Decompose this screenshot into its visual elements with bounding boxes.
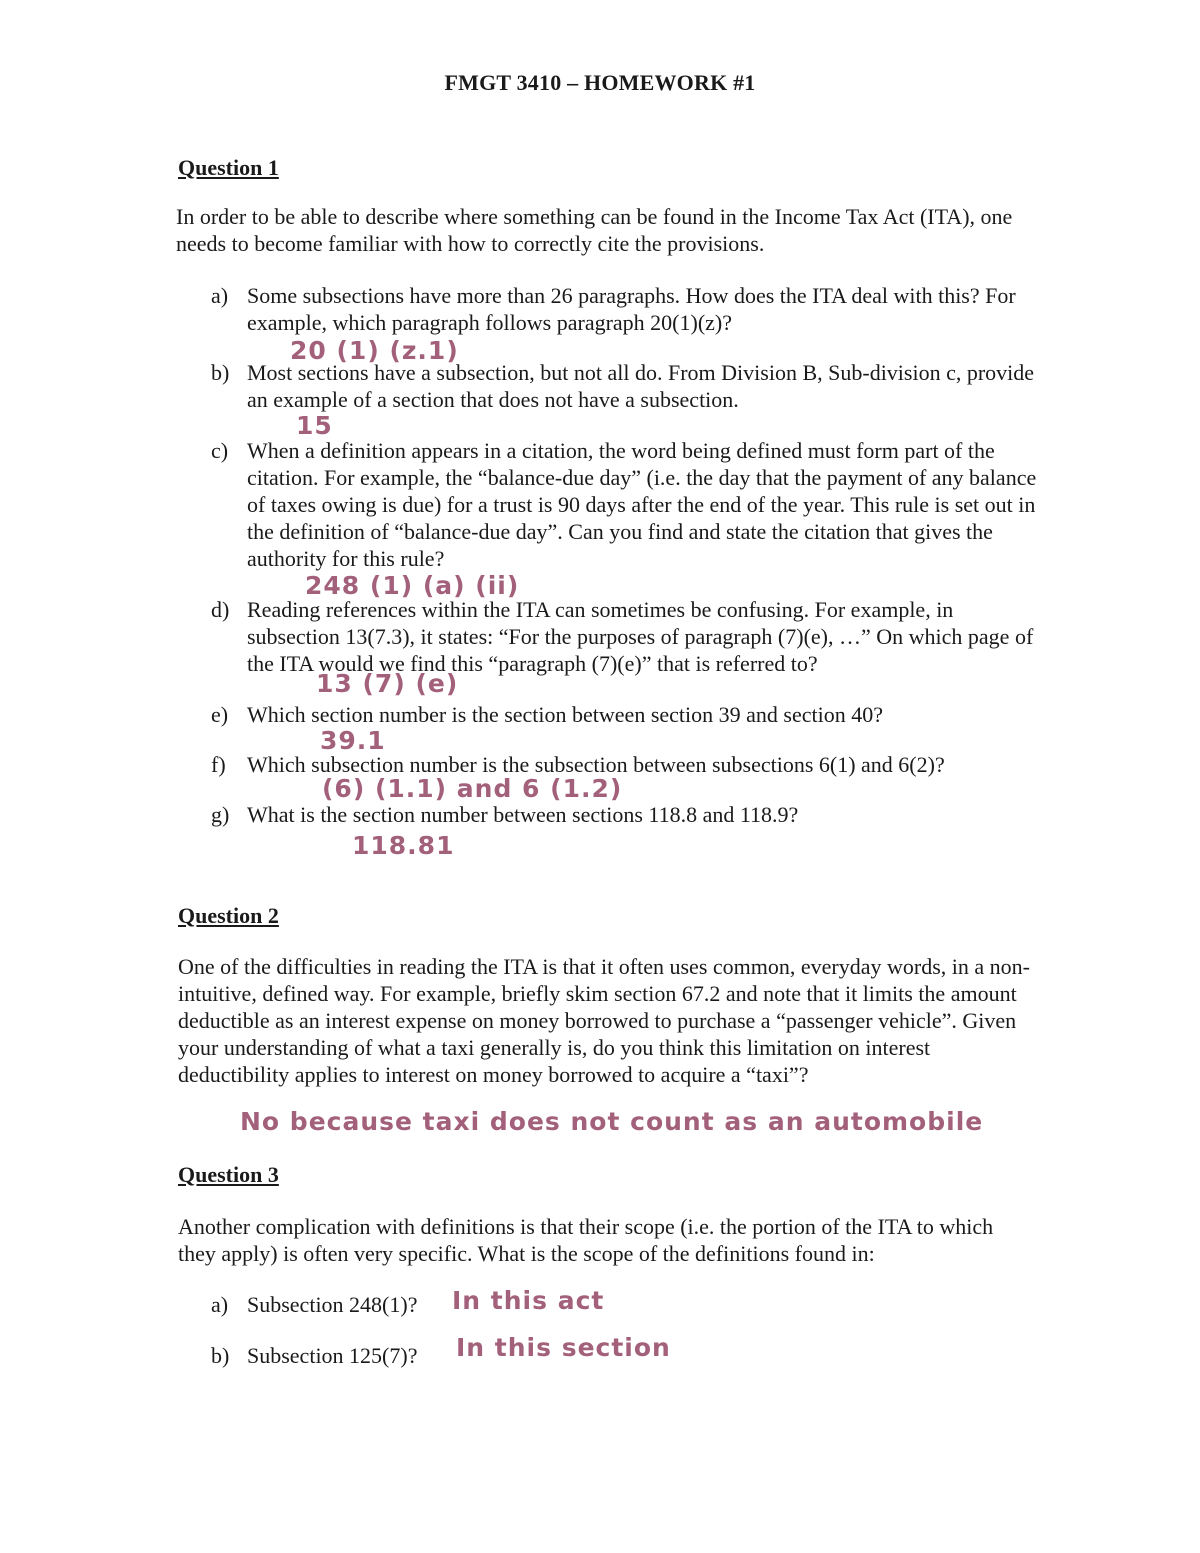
document-title: FMGT 3410 – HOMEWORK #1: [444, 70, 756, 95]
q1-item-f-handwritten-answer: (6) (1.1) and 6 (1.2): [322, 774, 623, 803]
question-1-intro: In order to be able to describe where something can be found in the Income Tax Act (ITA), one needs to become familiar with how to correctly cite the provisions.: [176, 204, 1013, 256]
q1-item-g-handwritten-answer: 118.81: [352, 831, 455, 860]
q1-item-g-letter: g): [211, 802, 230, 827]
q3-item-b-text: Subsection 125(7)?: [247, 1343, 418, 1368]
q1-item-d-letter: d): [211, 597, 230, 622]
question-2-heading: Question 2: [178, 903, 279, 928]
q3-item-a-text: Subsection 248(1)?: [247, 1292, 418, 1317]
q1-item-c-letter: c): [211, 438, 229, 463]
q1-item-a-letter: a): [211, 283, 229, 308]
q1-item-b-text: Most sections have a subsection, but not all do. From Division B, Sub-division c, provide an example of a section that does not have a subsection.: [247, 360, 1035, 412]
q3-item-a-letter: a): [211, 1292, 229, 1317]
q1-item-f-text: Which subsection number is the subsection between subsections 6(1) and 6(2)?: [247, 752, 945, 777]
q1-item-c-handwritten-answer: 248 (1) (a) (ii): [305, 571, 520, 600]
question-3-text: Another complication with definitions is that their scope (i.e. the portion of the ITA to which they apply) is often very specific. What is the scope of the definitions found in:: [178, 1214, 994, 1266]
q1-item-a-handwritten-answer: 20 (1) (z.1): [290, 336, 459, 365]
q1-item-e-handwritten-answer: 39.1: [320, 726, 386, 755]
q1-item-a-text: Some subsections have more than 26 paragraphs. How does the ITA deal with this? For example, which paragraph follows paragraph 20(1)(z)?: [247, 283, 1016, 335]
q3-item-a-handwritten-answer: In this act: [452, 1286, 605, 1315]
q1-item-e-letter: e): [211, 702, 229, 727]
question-2-handwritten-answer: No because taxi does not count as an automobile: [240, 1107, 984, 1136]
q3-item-b-handwritten-answer: In this section: [456, 1333, 671, 1362]
q1-item-b-handwritten-answer: 15: [296, 411, 333, 440]
q1-item-g-text: What is the section number between sections 118.8 and 118.9?: [247, 802, 799, 827]
q1-item-f-letter: f): [211, 752, 226, 777]
question-2-text: One of the difficulties in reading the ITA is that it often uses common, everyday words, in a non-intuitive, defined way. For example, briefly skim section 67.2 and note that it limits the amount deductible as an interest expense on money borrowed to purchase a “passenger vehicle”. Given your understanding of what a taxi generally is, do you think this limitation on interest deductibility applies to interest on money borrowed to acquire a “taxi”?: [178, 954, 1030, 1087]
q1-item-b-letter: b): [211, 360, 230, 385]
question-3-heading: Question 3: [178, 1162, 279, 1187]
q1-item-d-handwritten-answer: 13 (7) (e): [316, 669, 459, 698]
q3-item-b-letter: b): [211, 1343, 230, 1368]
q1-item-d-text: Reading references within the ITA can sometimes be confusing. For example, in subsection 13(7.3), it states: “For the purposes of paragraph (7)(e), …” On which page of the ITA would we find this “paragraph (7)(e)” that is referred to?: [247, 597, 1034, 676]
q1-item-e-text: Which section number is the section between section 39 and section 40?: [247, 702, 883, 727]
question-1-heading: Question 1: [178, 155, 279, 180]
q1-item-c-text: When a definition appears in a citation, the word being defined must form part of the citation. For example, the “balance-due day” (i.e. the day that the payment of any balance of taxes owing is due) for a trust is 90 days after the end of the year. This rule is set out in the definition of “balance-due day”. Can you find and state the citation that gives the authority for this rule?: [247, 438, 1037, 571]
